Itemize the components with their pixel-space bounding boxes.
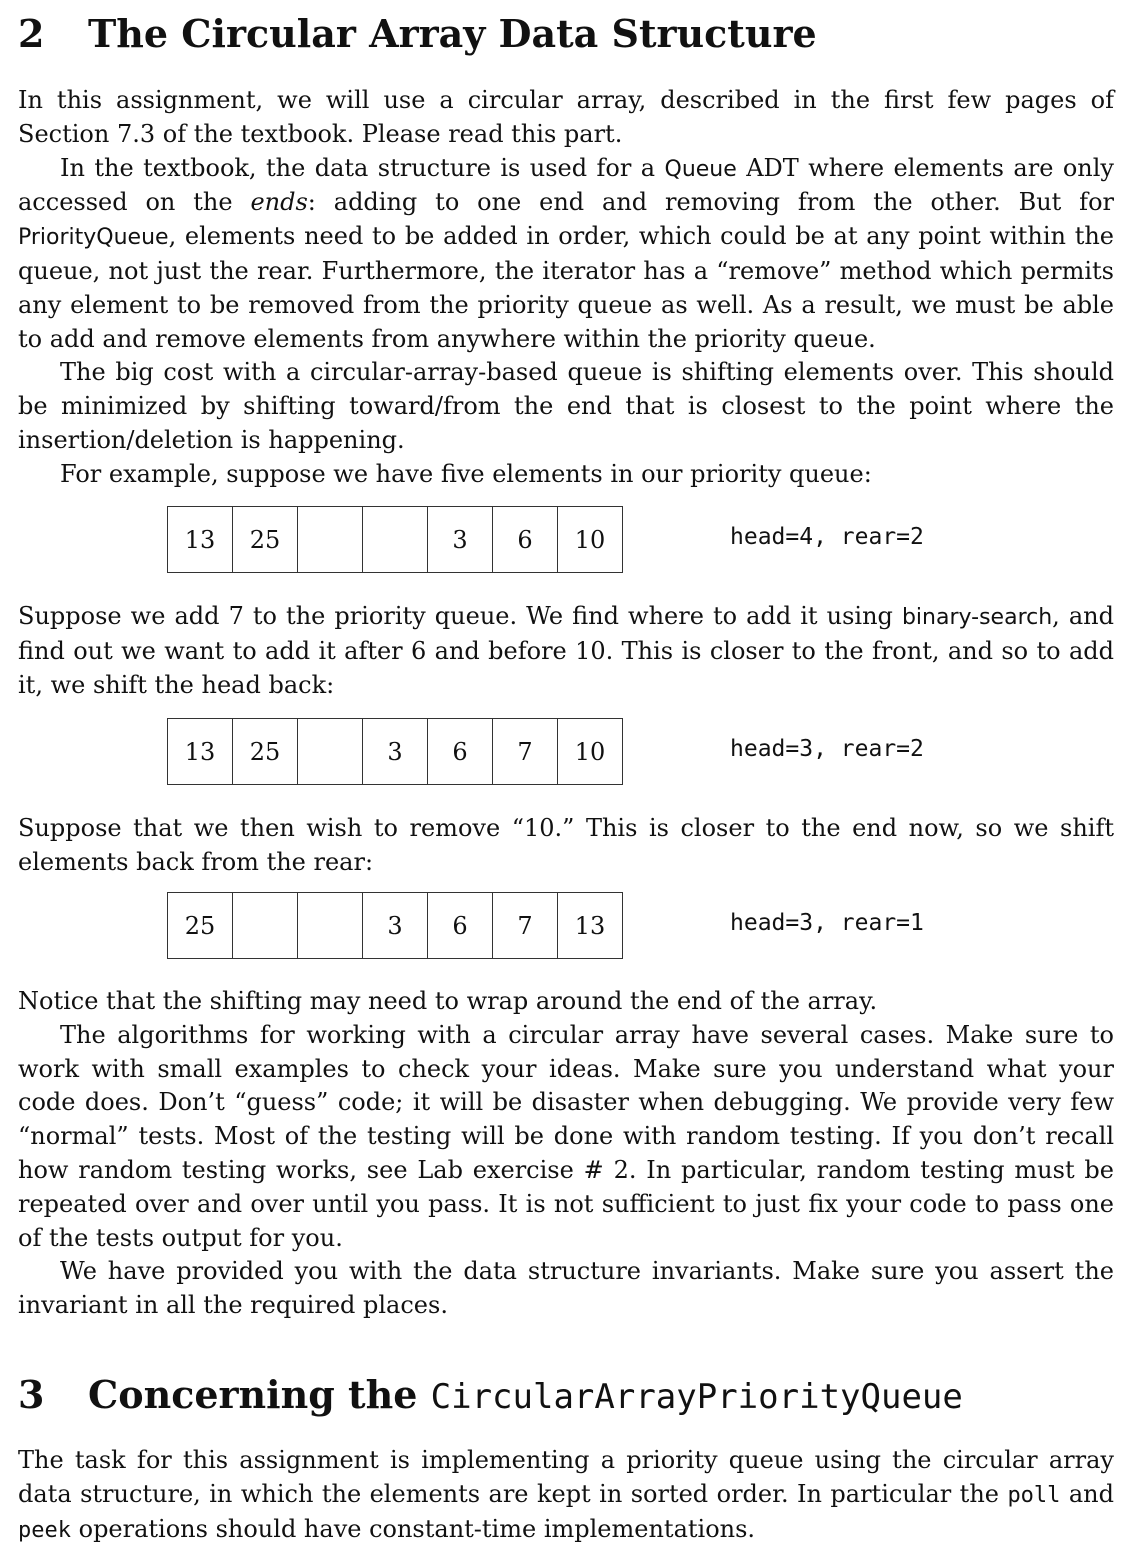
array-cell: 3 (428, 507, 493, 572)
paragraph: The task for this assignment is implementing a priority queue using the circular array data structure, in which the elements are kept in sorted order. In particular the poll and peek operations should have constant-time implementations. (18, 1446, 1114, 1543)
section-title: The Circular Array Data Structure (88, 11, 817, 56)
section-number: 3 (18, 1372, 45, 1417)
array-cell: 10 (558, 507, 623, 572)
section-number: 2 (18, 11, 45, 56)
paragraph: The algorithms for working with a circular array have several cases. Make sure to work with small examples to check your ideas. Make sure you understand what your code does. Don’t “guess” code; it will be disaster when debugging. We provide very few “normal” tests. Most of the testing will be done with random testing. If you don’t recall how random testing works, see Lab exercise # 2. In particular, random testing must be repeated over and over until you pass. It is not sufficient to just fix your code to pass one of the tests output for you. (18, 1020, 1114, 1252)
array-cell: 6 (428, 893, 493, 958)
array-cell (298, 719, 363, 784)
head-rear-label: head=3, rear=1 (730, 910, 924, 936)
array-cell (233, 893, 298, 958)
inline-code: PriorityQueue (18, 225, 169, 251)
paragraph: Suppose we add 7 to the priority queue. We find where to add it using binary-search, and find out we want to add it after 6 and before 10. This is closer to the front, and so to add it, we shift the head back: (18, 602, 1114, 699)
paragraph: The big cost with a circular-array-based queue is shifting elements over. This should be minimized by shifting toward/from the end that is closest to the point where the insertion/deletion is happening. (18, 358, 1114, 454)
paragraph-block (18, 985, 1114, 1323)
inline-code: peek (18, 1517, 71, 1543)
array-cell: 25 (233, 719, 298, 784)
section-title: Concerning the (88, 1372, 431, 1417)
array-cell (298, 507, 363, 572)
array-cell (363, 507, 428, 572)
array-cell: 10 (558, 719, 623, 784)
inline-code: poll (1007, 1482, 1061, 1508)
array-cell: 13 (168, 507, 233, 572)
section-title-code: CircularArrayPriorityQueue (430, 1377, 963, 1417)
array-cell: 6 (428, 719, 493, 784)
array-cell: 7 (493, 893, 558, 958)
inline-code: binary-search (901, 605, 1053, 630)
paragraph: Suppose that we then wish to remove “10.” This is closer to the end now, so we shift elements back from the rear: (18, 814, 1114, 876)
paragraph: For example, suppose we have five elements in our priority queue: (60, 459, 872, 488)
paragraph: We have provided you with the data structure invariants. Make sure you assert the invariant in all the required places. (18, 1257, 1114, 1320)
array-cell: 3 (363, 893, 428, 958)
array-cell: 3 (363, 719, 428, 784)
circular-array-diagram (167, 506, 623, 573)
section-3-heading (18, 1373, 963, 1419)
array-cell: 7 (493, 719, 558, 784)
paragraph: In the textbook, the data structure is used for a Queue ADT where elements are only accessed on the ends: adding to one end and removing from the other. But for PriorityQueue, elements need to be added in order, which could be at any point within the queue, not just the rear. Furthermore, the iterator has a “remove” method which permits any element to be removed from the priority queue as well. As a result, we must be able to add and remove elements from anywhere within the priority queue. (18, 153, 1114, 353)
section-2-heading (18, 12, 817, 56)
paragraph: Notice that the shifting may need to wrap around the end of the array. (18, 987, 878, 1015)
array-cell: 25 (168, 893, 233, 958)
head-rear-label: head=4, rear=2 (730, 524, 924, 550)
paragraph: In this assignment, we will use a circular array, described in the first few pages of Section 7.3 of the textbook. Please read this part. (18, 86, 1114, 148)
array-cell: 6 (493, 507, 558, 572)
emphasis: ends (250, 188, 308, 217)
section-3-body (18, 1444, 1114, 1547)
paragraph-block (18, 812, 1114, 880)
paragraph-block (18, 600, 1114, 702)
array-cell: 13 (168, 719, 233, 784)
circular-array-diagram (167, 718, 623, 785)
section-2-intro (18, 84, 1114, 492)
head-rear-label: head=3, rear=2 (730, 736, 924, 762)
inline-code: Queue (664, 156, 737, 182)
array-cell: 13 (558, 893, 623, 958)
array-cell: 25 (233, 507, 298, 572)
array-cell (298, 893, 363, 958)
circular-array-diagram (167, 892, 623, 959)
